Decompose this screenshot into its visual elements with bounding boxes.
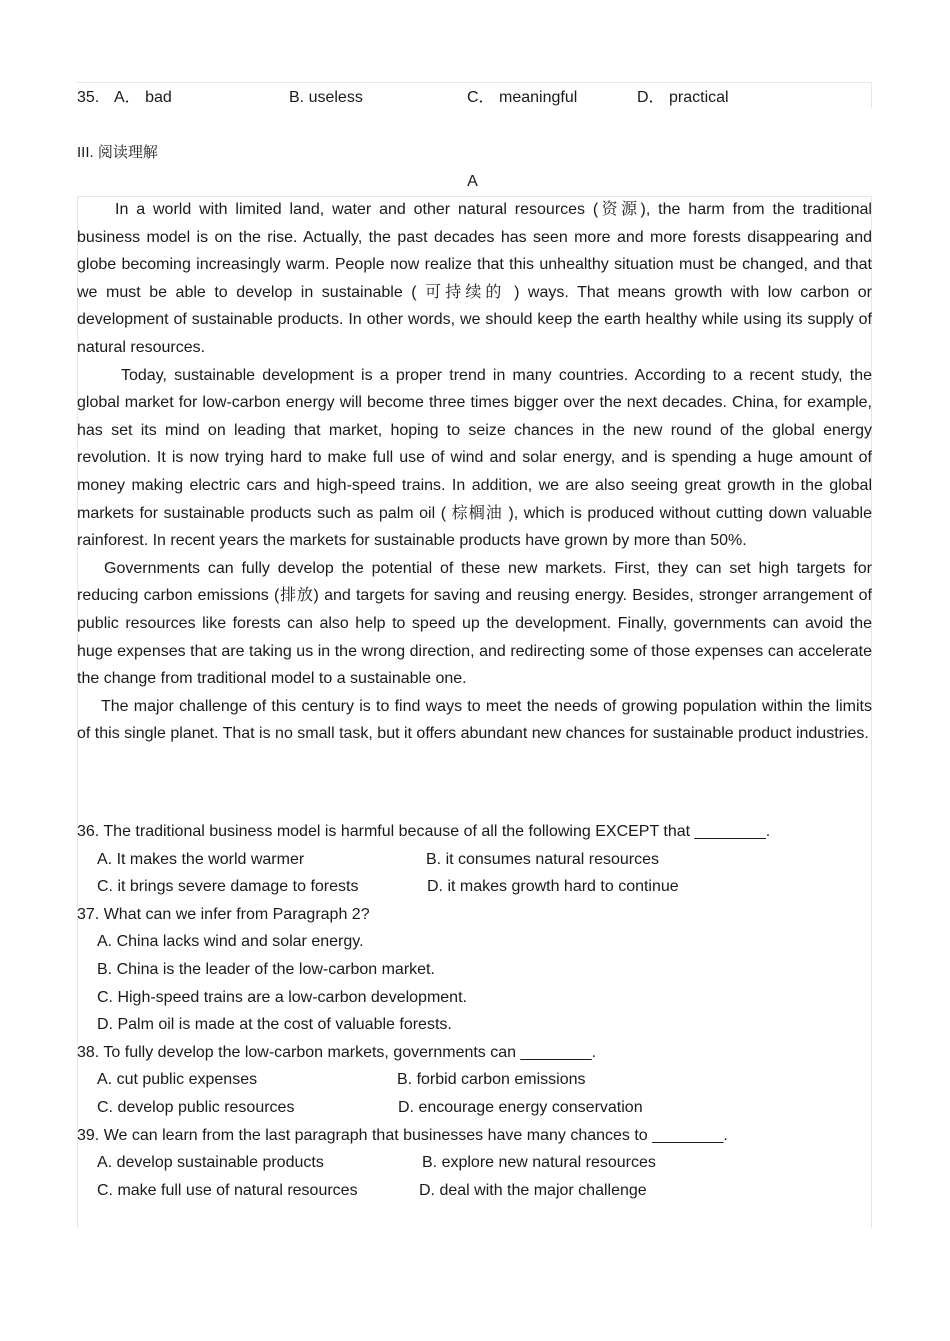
q37-option-a: A. China lacks wind and solar energy. (97, 933, 364, 951)
q39-option-c: C. make full use of natural resources (97, 1181, 358, 1199)
q35-top-border (77, 82, 872, 83)
q38-option-a: A. cut public expenses (97, 1071, 258, 1089)
q35-option-b: B. useless (289, 89, 363, 106)
q36-options-row-2 (77, 873, 872, 901)
q37-option-d: D. Palm oil is made at the cost of valuable forests. (97, 1016, 452, 1034)
q36-options-row-1 (77, 846, 872, 874)
q39-stem: 39. We can learn from the last paragraph that businesses have many chances to ________. (77, 1126, 728, 1144)
q39-option-d: D. deal with the major challenge (419, 1181, 647, 1199)
q38-stem: 38. To fully develop the low-carbon markets, governments can ________. (77, 1043, 597, 1061)
q36-option-b: B. it consumes natural resources (426, 850, 659, 868)
q38-option-c: C. develop public resources (97, 1098, 295, 1116)
q36-option-a: A. It makes the world warmer (97, 850, 305, 868)
passage-paragraph-2: Today, sustainable development is a proper trend in many countries. According to a recent study, the global market for low-carbon energy will become three times bigger over the next decades. China, for example, has set its mind on leading that market, hoping to seize chances in the new round of the global energy revolution. It is now trying hard to make full use of wind and solar energy, and is spending a huge amount of money making electric cars and high-speed trains. In addition, we are also seeing great growth in the global markets for sustainable products such as palm oil ( 棕榈油 ), which is produced without cutting down valuable rainforest. In recent years the markets for sustainable products have grown by more than 50%. (77, 366, 872, 550)
q36-option-d: D. it makes growth hard to continue (427, 878, 679, 896)
q39-options-row-1 (77, 1149, 872, 1177)
q39-option-b: B. explore new natural resources (422, 1154, 656, 1172)
q37-option-c: C. High-speed trains are a low-carbon development. (97, 988, 467, 1006)
passage-label: A (467, 173, 478, 190)
q39-options-row-2 (77, 1177, 872, 1205)
q38-option-d: D. encourage energy conservation (398, 1098, 643, 1116)
q35-option-d: D． practical (637, 89, 729, 106)
q37-option-b: B. China is the leader of the low-carbon market. (97, 960, 435, 978)
q35-number: 35. (77, 89, 100, 106)
reading-passage (77, 196, 872, 748)
q38-options-row-1 (77, 1066, 872, 1094)
q35-right-border (871, 82, 872, 108)
passage-paragraph-4: The major challenge of this century is to find ways to meet the needs of growing population within the limits of this single planet. That is no small task, but it offers abundant new chances for sustainable product industries. (77, 697, 872, 743)
q37-stem: 37. What can we infer from Paragraph 2? (77, 905, 370, 923)
q36-stem: 36. The traditional business model is harmful because of all the following EXCEPT that ________. (77, 823, 771, 840)
section-title: III. 阅读理解 (77, 144, 158, 161)
q38-option-b: B. forbid carbon emissions (397, 1071, 586, 1089)
q39-option-a: A. develop sustainable products (97, 1154, 324, 1172)
question-list (77, 818, 872, 1204)
q38-options-row-2 (77, 1094, 872, 1122)
q36-option-c: C. it brings severe damage to forests (97, 878, 359, 896)
q35-option-c: C． meaningful (467, 89, 578, 106)
passage-paragraph-1: In a world with limited land, water and other natural resources (资源), the harm from the traditional business model is on the rise. Actually, the past decades has seen more and more forests disappearing and globe becoming increasingly warm. People now realize that this unhealthy situation must be changed, and that we must be able to develop in sustainable ( 可持续的 ) ways. That means growth with low carbon or development of sustainable products. In other words, we should keep the earth healthy while using its supply of natural resources. (77, 201, 872, 356)
passage-paragraph-3: Governments can fully develop the potential of these new markets. First, they can set high targets for reducing carbon emissions (排放) and targets for saving and reusing energy. Besides, stronger arrangement of public resources like forests can also help to speed up the development. Finally, governments can avoid the huge expenses that are taking us in the wrong direction, and redirecting some of those expenses can accelerate the change from traditional model to a sustainable one. (77, 559, 872, 688)
q35-option-a: A． bad (114, 89, 172, 106)
